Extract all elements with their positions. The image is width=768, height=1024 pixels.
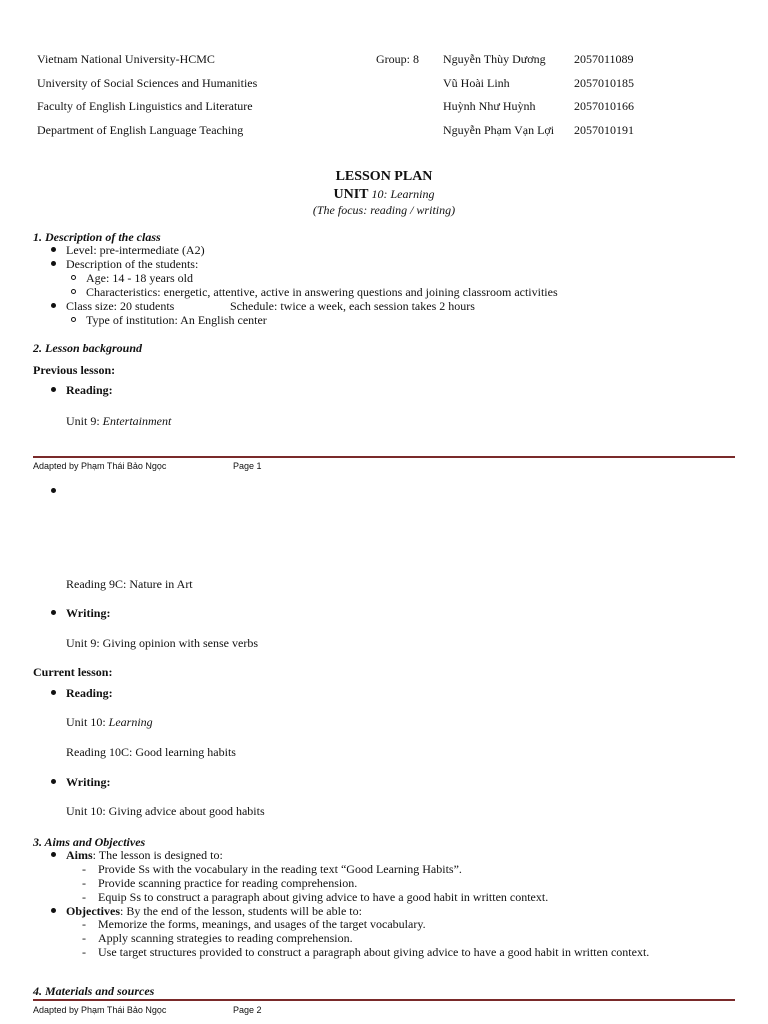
previous-lesson-label: Previous lesson:	[33, 363, 116, 377]
objectives-item: Use target structures provided to construct a paragraph about giving advice to have a good habit in written context.	[98, 945, 650, 959]
member-name-2: Vũ Hoài Linh	[443, 76, 510, 90]
unit-title-bold: UNIT	[333, 187, 369, 202]
reading9c-text: Reading 9C: Nature in Art	[66, 577, 193, 591]
bullet-icon	[51, 852, 56, 857]
institution-line-1: Vietnam National University-HCMC	[37, 52, 215, 66]
footer-page-number: Page 2	[233, 1005, 262, 1015]
section3-heading: 3. Aims and Objectives	[33, 835, 146, 849]
bullet-icon	[51, 303, 56, 308]
bullet-icon	[51, 387, 56, 392]
writing9-text: Unit 9: Giving opinion with sense verbs	[66, 636, 258, 650]
bullet-icon	[51, 261, 56, 266]
member-id-3: 2057010166	[574, 99, 634, 113]
dash-icon: -	[82, 862, 86, 876]
section1-heading: 1. Description of the class	[33, 230, 161, 244]
schedule-text: Schedule: twice a week, each session takes 2 hours	[230, 299, 475, 313]
current-lesson-label: Current lesson:	[33, 665, 113, 679]
footer-divider	[33, 456, 735, 458]
focus-subtitle: (The focus: reading / writing)	[312, 203, 456, 217]
bullet-icon	[51, 488, 56, 493]
member-id-2: 2057010185	[574, 76, 634, 90]
writing-label: Writing:	[66, 775, 111, 789]
objectives-item: Memorize the forms, meanings, and usages of the target vocabulary.	[98, 917, 426, 931]
circle-bullet-icon	[71, 317, 76, 322]
bullet-icon	[51, 908, 56, 913]
institution-line-4: Department of English Language Teaching	[37, 123, 244, 137]
member-name-4: Nguyễn Phạm Vạn Lợi	[443, 123, 555, 137]
objectives-label: Objectives	[66, 904, 120, 918]
level-text: Level: pre-intermediate (A2)	[66, 243, 205, 257]
desc-students-text: Description of the students:	[66, 257, 199, 271]
age-text: Age: 14 - 18 years old	[86, 271, 193, 285]
footer-adapted-by: Adapted by Phạm Thái Bảo Ngọc	[33, 1005, 167, 1015]
aims-item: Equip Ss to construct a paragraph about giving advice to have a good habit in written context.	[98, 890, 549, 904]
aims-label: Aims	[66, 848, 93, 862]
institution-type-text: Type of institution: An English center	[86, 313, 267, 327]
aims-text: : The lesson is designed to:	[92, 848, 223, 862]
member-name-1: Nguyễn Thùy Dương	[443, 52, 546, 66]
dash-icon: -	[82, 931, 86, 945]
institution-line-2: University of Social Sciences and Humanities	[37, 76, 258, 90]
aims-item: Provide scanning practice for reading comprehension.	[98, 876, 358, 890]
unit9-text	[66, 414, 171, 428]
dash-icon: -	[82, 917, 86, 931]
reading-label: Reading:	[66, 686, 113, 700]
class-size-text: Class size: 20 students	[66, 299, 175, 313]
bullet-icon	[51, 610, 56, 615]
bullet-icon	[51, 779, 56, 784]
reading-label: Reading:	[66, 383, 113, 397]
footer-page-number: Page 1	[233, 461, 262, 471]
characteristics-text: Characteristics: energetic, attentive, active in answering questions and joining classroom activities	[86, 285, 558, 299]
circle-bullet-icon	[71, 275, 76, 280]
bullet-icon	[51, 690, 56, 695]
dash-icon: -	[82, 890, 86, 904]
member-id-1: 2057011089	[574, 52, 634, 66]
objectives-text: : By the end of the lesson, students will be able to:	[119, 904, 362, 918]
group-label: Group: 8	[376, 52, 419, 66]
footer-divider	[33, 999, 735, 1001]
institution-line-3: Faculty of English Linguistics and Literature	[37, 99, 253, 113]
member-id-4: 2057010191	[574, 123, 634, 137]
bullet-icon	[51, 247, 56, 252]
objectives-item: Apply scanning strategies to reading comprehension.	[98, 931, 353, 945]
objectives-line	[66, 904, 362, 918]
section2-heading: 2. Lesson background	[33, 341, 143, 355]
unit-title-rest: 10: Learning	[368, 187, 435, 201]
section4-heading: 4. Materials and sources	[33, 984, 155, 998]
writing-label: Writing:	[66, 606, 111, 620]
dash-icon: -	[82, 876, 86, 890]
footer-adapted-by: Adapted by Phạm Thái Bảo Ngọc	[33, 461, 167, 471]
unit9-title: Entertainment	[102, 414, 172, 428]
dash-icon: -	[82, 945, 86, 959]
unit10-text	[66, 715, 153, 729]
unit9-prefix: Unit 9:	[66, 414, 103, 428]
circle-bullet-icon	[71, 289, 76, 294]
writing10-text: Unit 10: Giving advice about good habits	[66, 804, 265, 818]
unit10-title: Learning	[108, 715, 153, 729]
aims-item: Provide Ss with the vocabulary in the reading text “Good Learning Habits”.	[98, 862, 462, 876]
page-title: LESSON PLAN	[335, 169, 433, 184]
unit10-prefix: Unit 10:	[66, 715, 109, 729]
unit-title	[0, 186, 768, 203]
member-name-3: Huỳnh Như Huỳnh	[443, 99, 536, 113]
reading10c-text: Reading 10C: Good learning habits	[66, 745, 236, 759]
aims-line	[66, 848, 223, 862]
